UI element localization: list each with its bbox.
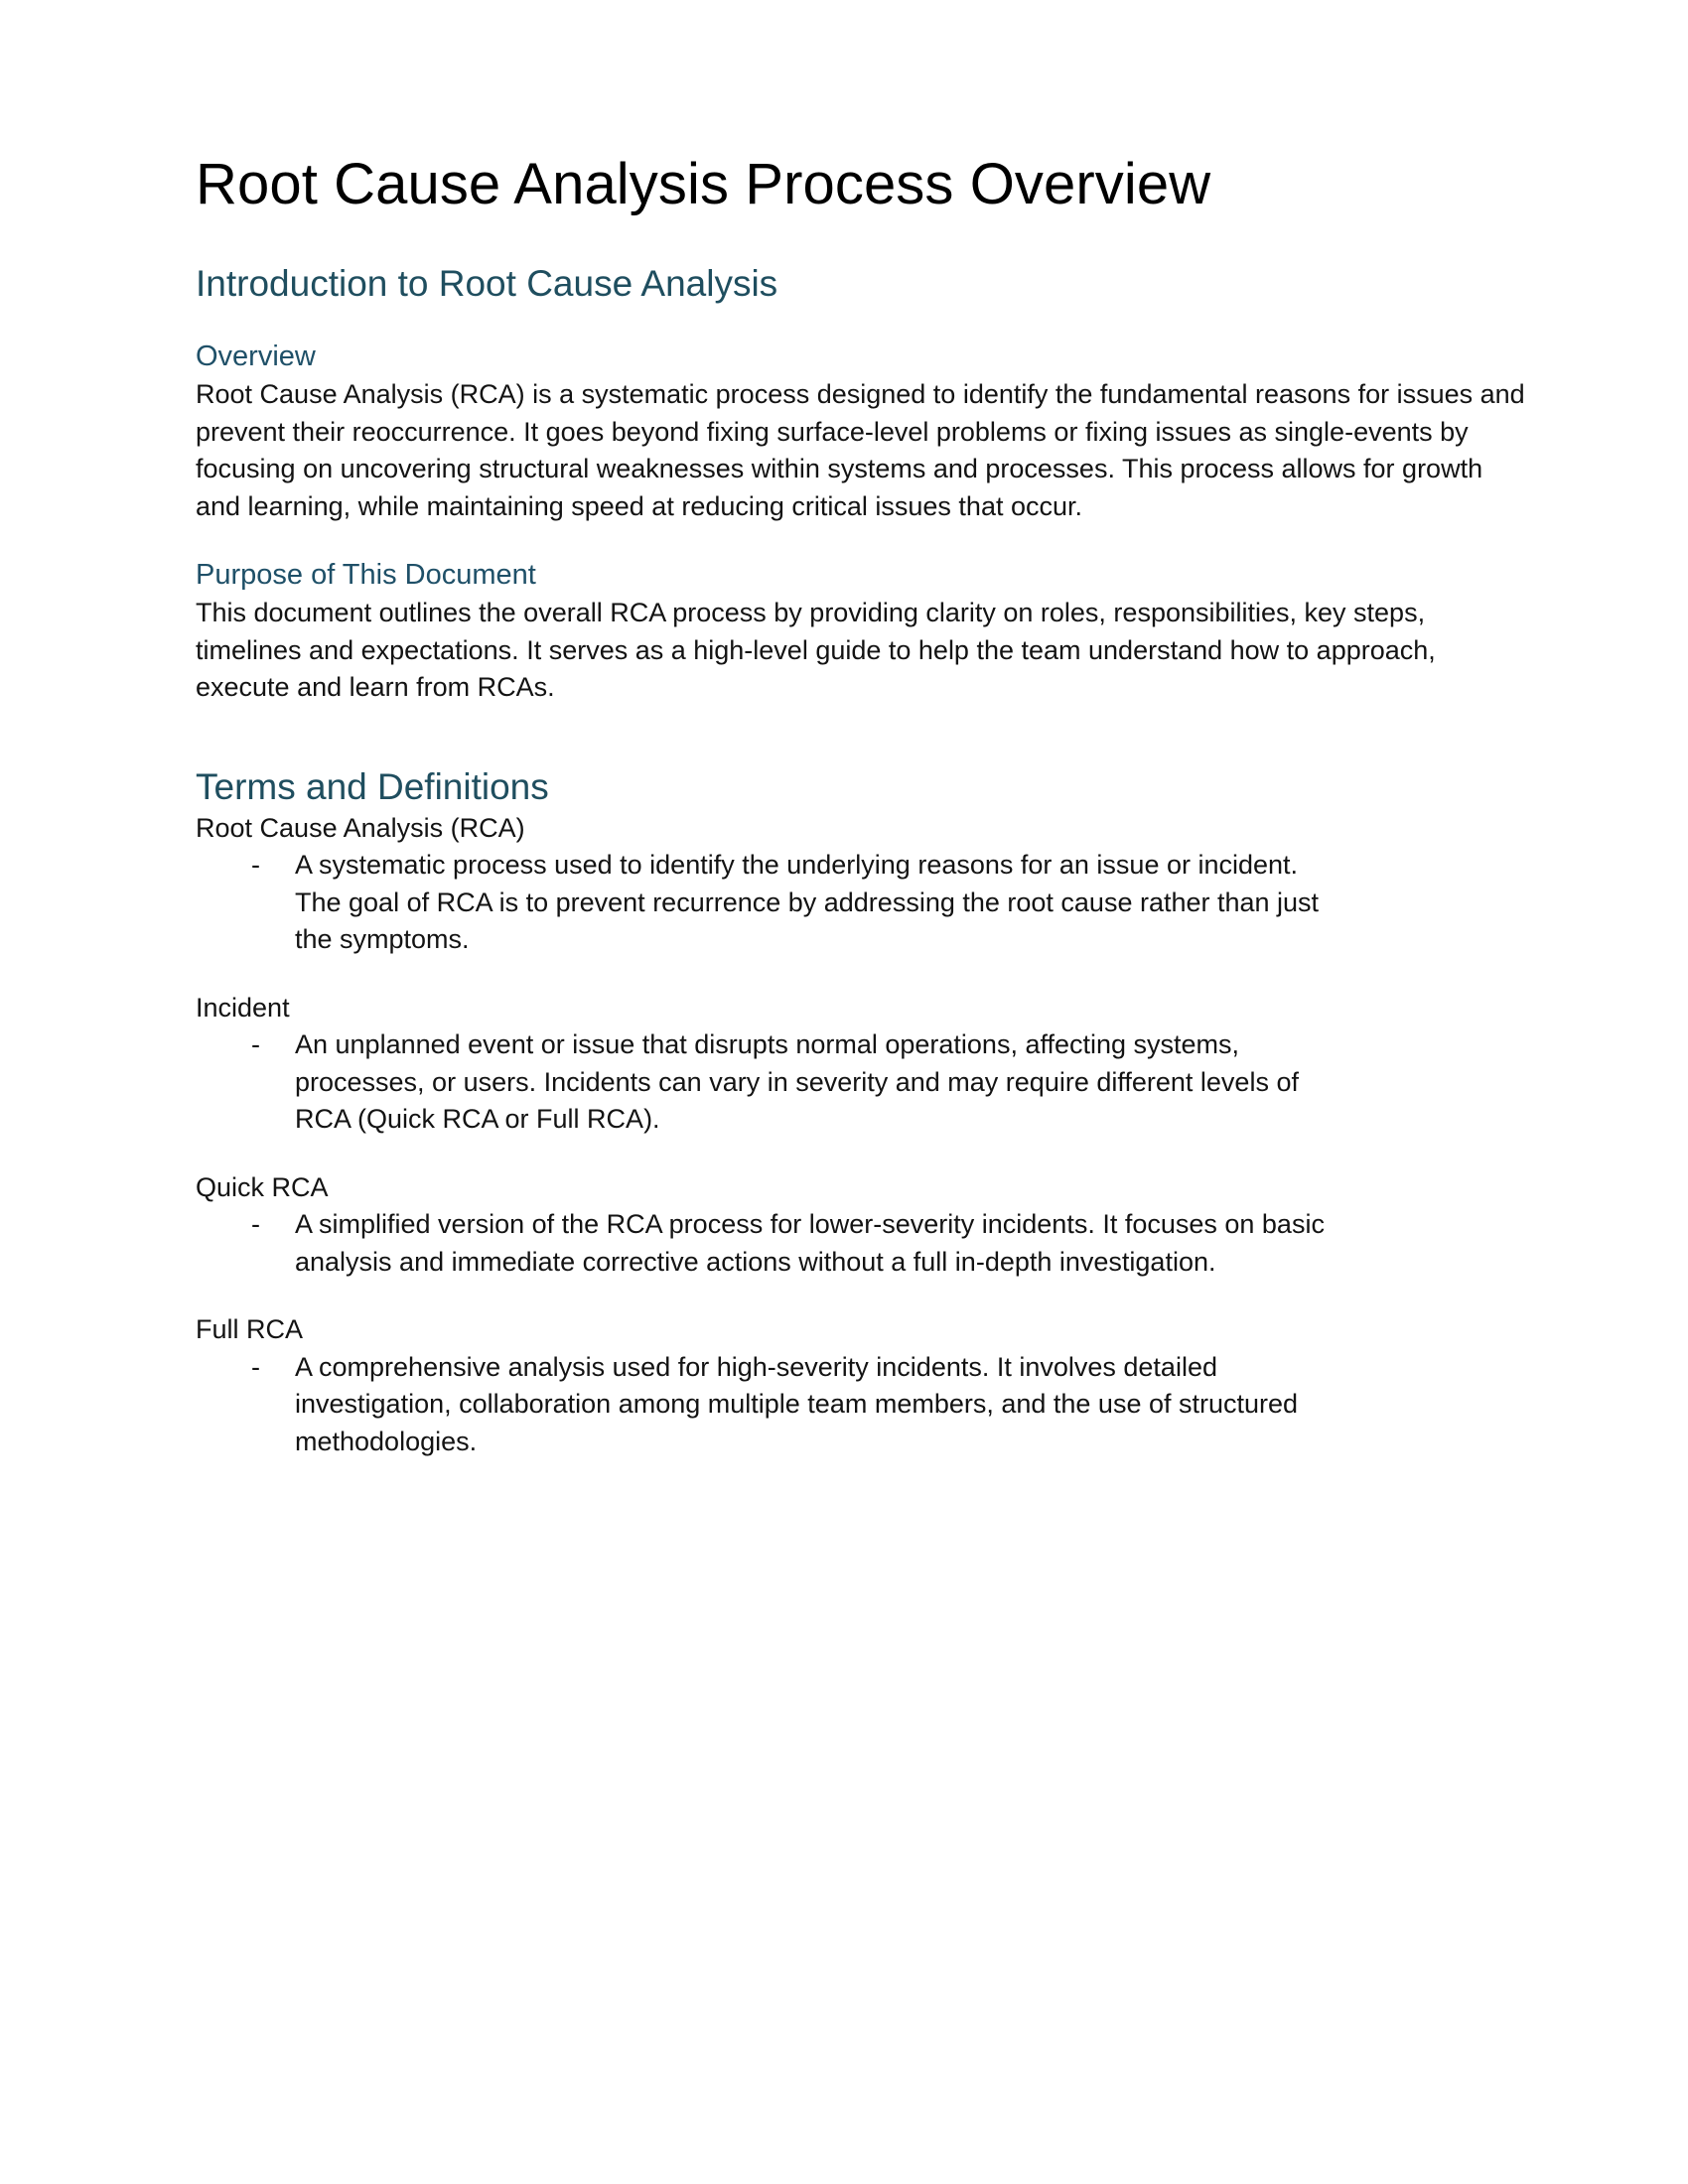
- spacer: [196, 959, 1531, 990]
- definition-row: [196, 1206, 1531, 1281]
- definition-text: A comprehensive analysis used for high-severity incidents. It involves detailed investigation, collaboration among multiple team members, and the use of structured methodologies.: [295, 1351, 1299, 1456]
- definition-row: [196, 1349, 1531, 1461]
- term-label: Incident: [196, 992, 290, 1023]
- paragraph-overview: Root Cause Analysis (RCA) is a systematic process designed to identify the fundamental reasons for issues and prevent their reoccurrence. It goes beyond fixing surface-level problems or fixing issues as single-events by focusing on uncovering structural weaknesses within systems and processes. This process allows for growth and learning, while maintaining speed at reducing critical issues that occur.: [196, 379, 1525, 521]
- definition-text: A systematic process used to identify the underlying reasons for an issue or incident. The goal of RCA is to prevent recurrence by addressing the root cause rather than just the symptoms.: [295, 850, 1320, 954]
- spacer: [196, 1139, 1531, 1169]
- term-label: Full RCA: [196, 1314, 304, 1344]
- page-title: Root Cause Analysis Process Overview: [196, 152, 1211, 216]
- definition-row: [196, 847, 1531, 959]
- dash-marker-icon: -: [251, 1209, 260, 1239]
- dash-marker-icon: -: [251, 850, 260, 880]
- section-heading-introduction: Introduction to Root Cause Analysis: [196, 263, 778, 304]
- definition-text: A simplified version of the RCA process for lower-severity incidents. It focuses on basic analysis and immediate corrective actions without a full in-depth investigation.: [295, 1209, 1325, 1277]
- term-entry: [196, 990, 1531, 1139]
- spacer: [196, 525, 1531, 555]
- subheading-overview: Overview: [196, 341, 316, 372]
- subheading-purpose: Purpose of This Document: [196, 559, 536, 591]
- definition-text: An unplanned event or issue that disrupts normal operations, affecting systems, processes, or users. Incidents can vary in severity and may require different levels of RCA (Quick RCA or Full RCA).: [295, 1029, 1299, 1134]
- spacer: [196, 219, 1531, 261]
- spacer: [196, 1281, 1531, 1311]
- dash-marker-icon: -: [251, 1351, 260, 1382]
- paragraph-purpose: This document outlines the overall RCA process by providing clarity on roles, responsibilities, key steps, timelines and expectations. It serves as a high-level guide to help the team understand how to approach, execute and learn from RCAs.: [196, 598, 1436, 702]
- spacer: [196, 307, 1531, 337]
- term-entry: [196, 810, 1531, 959]
- document-content: [196, 149, 1531, 1460]
- dash-marker-icon: -: [251, 1029, 260, 1059]
- spacer: [196, 707, 1531, 764]
- term-entry: [196, 1311, 1531, 1460]
- term-entry: [196, 1169, 1531, 1282]
- section-heading-terms: Terms and Definitions: [196, 765, 549, 807]
- term-label: Quick RCA: [196, 1171, 329, 1202]
- definition-row: [196, 1026, 1531, 1139]
- term-label: Root Cause Analysis (RCA): [196, 812, 525, 843]
